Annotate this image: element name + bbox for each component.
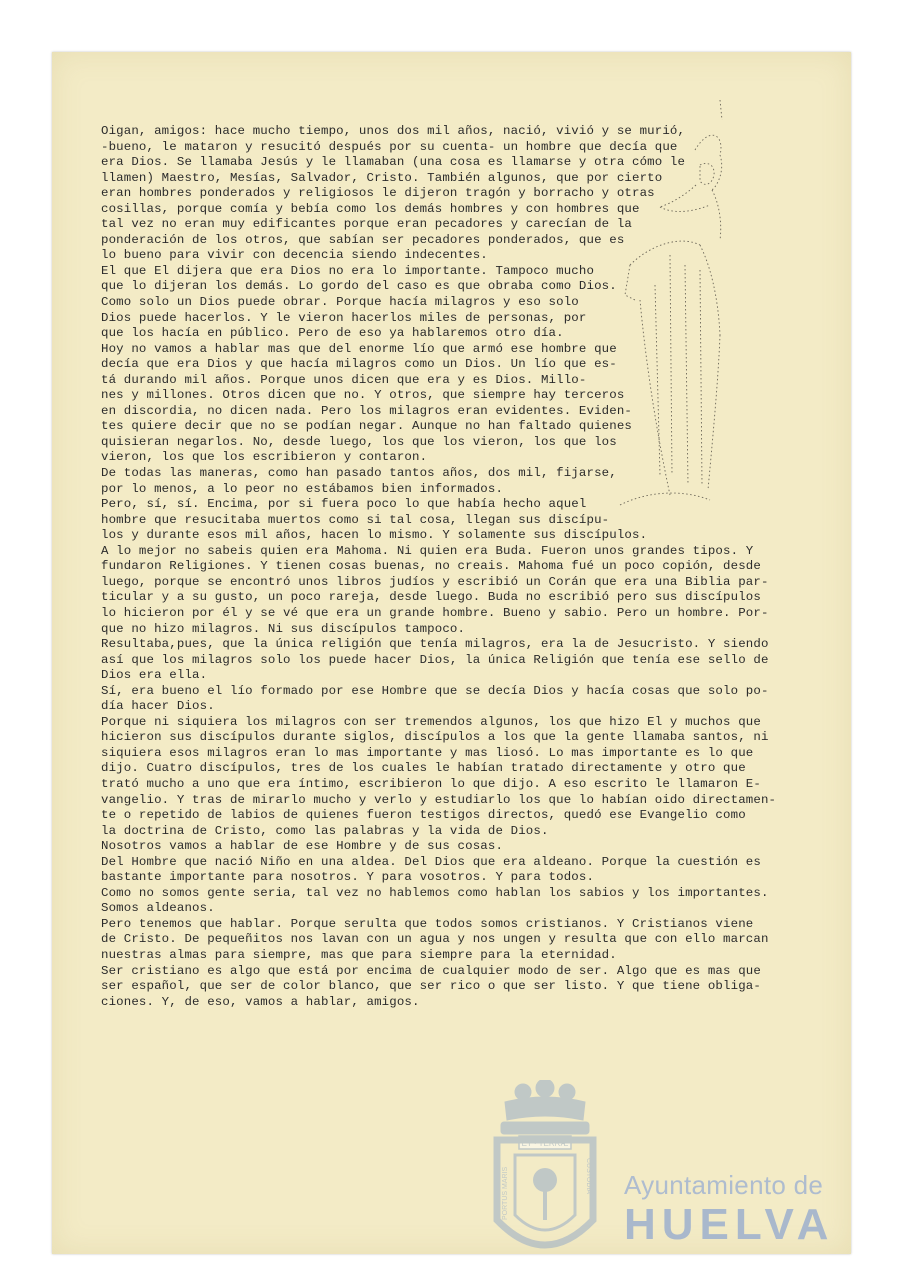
text-line: en discordia, no dicen nada. Pero los milagros eran evidentes. Eviden- [101, 403, 632, 418]
text-line: los y durante esos mil años, hacen lo mismo. Y solamente sus discípulos. [101, 528, 648, 543]
text-line: siquiera esos milagros eran lo mas importante y mas liosó. Lo mas importante es lo que [101, 745, 754, 760]
text-line: trató mucho a uno que era íntimo, escribieron lo que dijo. A eso escrito le llamaron E- [101, 776, 761, 791]
text-line: De todas las maneras, como han pasado tantos años, dos mil, fijarse, [101, 466, 617, 481]
text-line: que lo dijeran los demás. Lo gordo del caso es que obraba como Dios. [101, 279, 617, 294]
text-line: vangelio. Y tras de mirarlo mucho y verlo y estudiarlo los que lo habían oido directamen- [101, 792, 777, 807]
text-line: Como solo un Dios puede obrar. Porque hacía milagros y eso solo [101, 295, 579, 310]
text-line: ciones. Y, de eso, vamos a hablar, amigos. [101, 994, 420, 1009]
text-line: Del Hombre que nació Niño en una aldea. Del Dios que era aldeano. Porque la cuestión es [101, 854, 761, 869]
svg-text:PORTUS MARIS: PORTUS MARIS [502, 1166, 509, 1220]
text-line: tes quiere decir que no se podían negar. Aunque no han faltado quienes [101, 419, 632, 434]
text-line: así que los milagros solo los puede hacer Dios, la única Religión que tenía ese sello de [101, 652, 769, 667]
text-line: cosillas, porque comía y bebía como los demás hombres y con hombres que [101, 201, 640, 216]
text-line: Porque ni siquiera los milagros con ser tremendos algunos, los que hizo El y muchos que [101, 714, 761, 729]
svg-text:CUSTODIA: CUSTODIA [585, 1158, 592, 1195]
text-line: que los hacía en público. Pero de eso ya hablaremos otro día. [101, 326, 564, 341]
text-line: Nosotros vamos a hablar de ese Hombre y de sus cosas. [101, 839, 504, 854]
text-line: lo hicieron por él y se vé que era un grande hombre. Bueno y sabio. Pero un hombre. Por- [101, 605, 769, 620]
text-line: de Cristo. De pequeñitos nos lavan con un agua y nos ungen y resulta que con ello marcan [101, 932, 769, 947]
text-line: tal vez no eran muy edificantes porque eran pecadores y carecían de la [101, 217, 632, 232]
text-line: ponderación de los otros, que sabían ser pecadores ponderados, que es [101, 232, 625, 247]
text-line: Dios puede hacerlos. Y le vieron hacerlos miles de personas, por [101, 310, 587, 325]
text-line: lo bueno para vivir con decencia siendo indecentes. [101, 248, 488, 263]
text-line: Sí, era bueno el lío formado por ese Hombre que se decía Dios y hacía cosas que solo po- [101, 683, 769, 698]
text-line: Pero, sí, sí. Encima, por si fuera poco lo que había hecho aquel [101, 497, 587, 512]
text-line: Como no somos gente seria, tal vez no hablemos como hablan los sabios y los importantes. [101, 885, 769, 900]
text-line: bastante importante para nosotros. Y para vosotros. Y para todos. [101, 870, 595, 885]
text-line: Pero tenemos que hablar. Porque serulta que todos somos cristianos. Y Cristianos viene [101, 916, 754, 931]
text-line: Dios era ella. [101, 668, 208, 683]
watermark-title: Ayuntamiento de [624, 1170, 824, 1200]
text-line: hicieron sus discípulos durante siglos, discípulos a los que la gente llamaba santos, ni [101, 730, 769, 745]
text-line: vieron, los que los escribieron y contaron. [101, 450, 428, 465]
text-line: A lo mejor no sabeis quien era Mahoma. Ni quien era Buda. Fueron unos grandes tipos. Y [101, 543, 754, 558]
text-line: El que El dijera que era Dios no era lo importante. Tampoco mucho [101, 263, 595, 278]
text-line: decía que era Dios y que hacía milagros como un Dios. Un lío que es- [101, 357, 617, 372]
text-line: te o repetido de labios de quienes fueron testigos directos, quedó ese Evangelio como [101, 808, 746, 823]
watermark-name: HUELVA [624, 1200, 835, 1249]
text-line: Somos aldeanos. [101, 901, 215, 916]
text-line: nuestras almas para siempre, mas que para siempre para la eternidad. [101, 947, 617, 962]
text-line: eran hombres ponderados y religiosos le dijeron tragón y borracho y otras [101, 186, 655, 201]
text-line: quisieran negarlos. No, desde luego, los que los vieron, los que los [101, 434, 617, 449]
text-line: tá durando mil años. Porque unos dicen que era y es Dios. Millo- [101, 372, 587, 387]
text-line: Oigan, amigos: hace mucho tiempo, unos dos mil años, nació, vivió y se murió, [101, 124, 686, 138]
text-line: era Dios. Se llamaba Jesús y le llamaban (una cosa es llamarse y otra cómo le [101, 155, 686, 170]
text-line: luego, porque se encontró unos libros judíos y escribió un Corán que era una Biblia par- [101, 574, 769, 589]
svg-text:ET · TERRÆ: ET · TERRÆ [521, 1139, 569, 1148]
text-line: Ser cristiano es algo que está por encima de cualquier modo de ser. Algo que es mas que [101, 963, 761, 978]
text-line: Hoy no vamos a hablar mas que del enorme lío que armó ese hombre que [101, 341, 617, 356]
text-line: Resultaba,pues, que la única religión que tenía milagros, era la de Jesucristo. Y siendo [101, 637, 769, 652]
text-line: fundaron Religiones. Y tienen cosas buenas, no creais. Mahoma fué un poco copión, desde [101, 559, 761, 574]
text-line: la doctrina de Cristo, como las palabras y la vida de Dios. [101, 823, 549, 838]
text-line: -bueno, le mataron y resucitó después por su cuenta- un hombre que decía que [101, 139, 678, 154]
text-line: hombre que resucitaba muertos como si tal cosa, llegan sus discípu- [101, 512, 610, 527]
text-line: ser español, que ser de color blanco, que ser rico o que ser listo. Y que tiene obliga- [101, 979, 761, 994]
text-line: día hacer Dios. [101, 699, 215, 714]
text-line: nes y millones. Otros dicen que no. Y otros, que siempre hay terceros [101, 388, 625, 403]
text-line: ticular y a su gusto, un poco rareja, desde luego. Buda no escribió pero sus discípulos [101, 590, 761, 605]
text-line: que no hizo milagros. Ni sus discípulos tampoco. [101, 621, 466, 636]
huelva-coat-of-arms-icon [483, 1080, 608, 1270]
text-line: por lo menos, a lo peor no estábamos bien informados. [101, 481, 504, 496]
text-line: dijo. Cuatro discípulos, tres de los cuales le habían tratado directamente y otro que [101, 761, 746, 776]
text-line: llamen) Maestro, Mesías, Salvador, Cristo. También algunos, que por cierto [101, 170, 663, 185]
typed-letter-body [101, 124, 791, 1010]
